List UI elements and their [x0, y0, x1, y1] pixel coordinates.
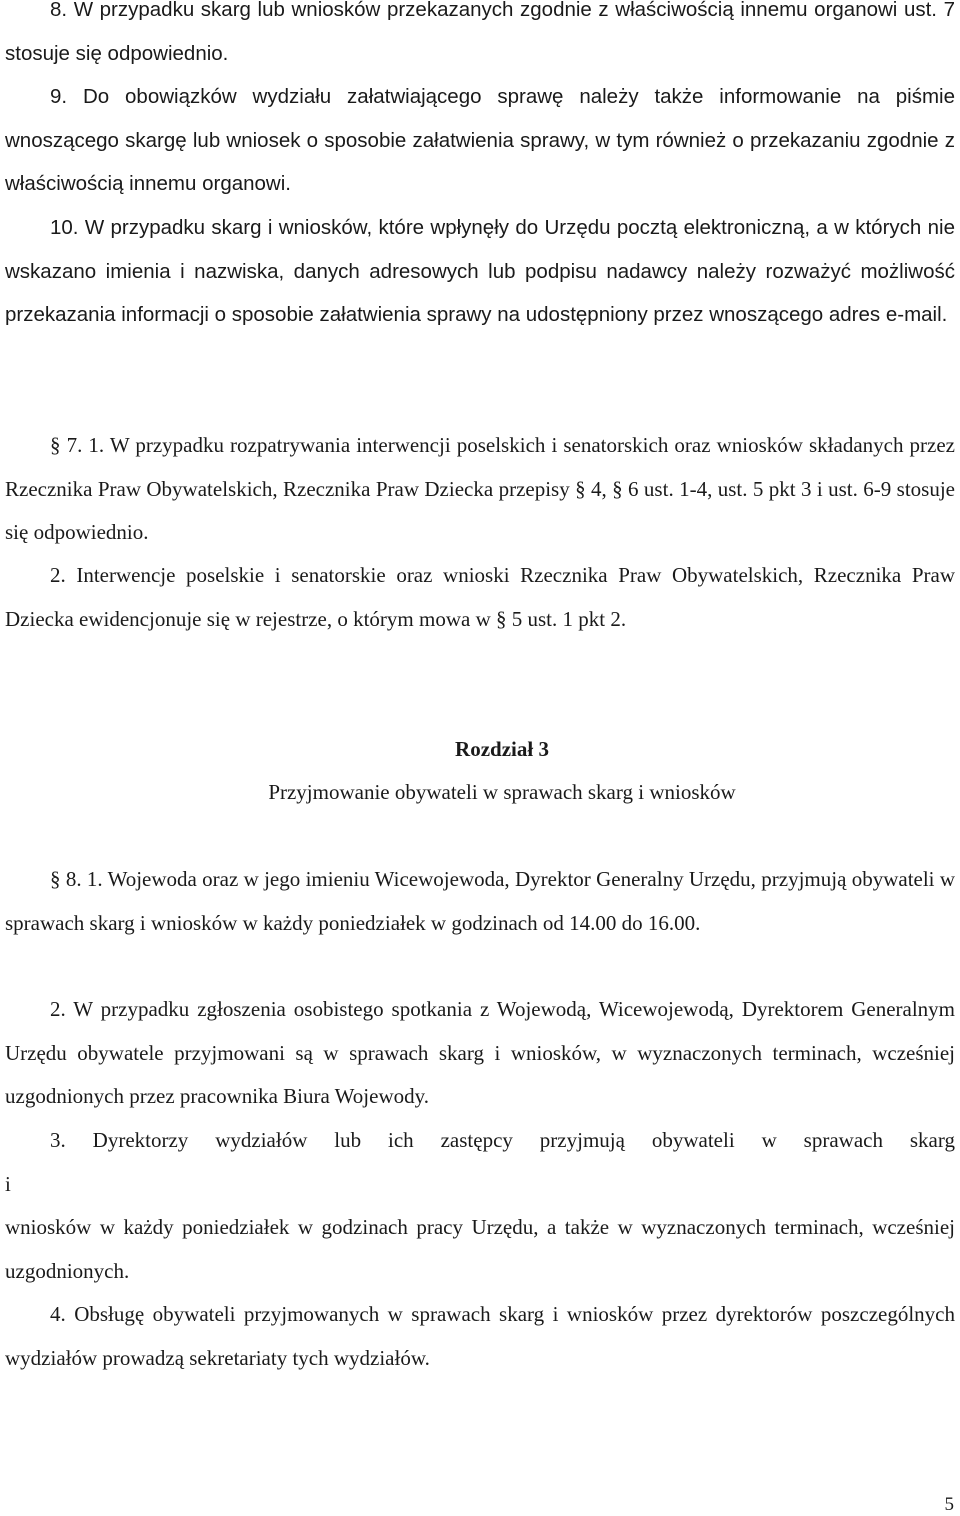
paragraph-8: 8. W przypadku skarg lub wniosków przekazanych zgodnie z właściwością innemu organowi ust. 7 stosuje się odpowiednio.	[5, 0, 955, 65]
paragraph-10: 10. W przypadku skarg i wniosków, które wpłynęły do Urzędu pocztą elektroniczną, a w których nie wskazano imienia i nazwiska, danych adresowych lub podpisu nadawcy należy rozważyć możliwość przekazania informacji o sposobie załatwienia sprawy na udostępniony przez wnoszącego adres e-mail.	[5, 216, 955, 326]
section-8-paragraph-1: § 8. 1. Wojewoda oraz w jego imieniu Wicewojewoda, Dyrektor Generalny Urzędu, przyjmują obywateli w sprawach skarg i wniosków w każdy poniedziałek w godzinach od 14.00 do 16.00.	[5, 867, 955, 935]
paragraph-9: 9. Do obowiązków wydziału załatwiającego sprawę należy także informowanie na piśmie wnoszącego skargę lub wniosek o sposobie załatwienia sprawy, w tym również o przekazaniu zgodnie z właściwością innemu organowi.	[5, 85, 955, 195]
section-8-paragraph-3-line-1: 3. Dyrektorzy wydziałów lub ich zastępcy przyjmują obywateli w sprawach skarg	[50, 1128, 955, 1152]
section-8-paragraph-4: 4. Obsługę obywateli przyjmowanych w sprawach skarg i wniosków przez dyrektorów poszczególnych wydziałów prowadzą sekretariaty tych wydziałów.	[5, 1302, 955, 1370]
section-8-paragraph-3-line-2: i	[5, 1172, 11, 1196]
page-number: 5	[944, 1494, 954, 1515]
section-8-paragraph-3-line-3: wniosków w każdy poniedziałek w godzinach pracy Urzędu, a także w wyznaczonych terminach, wcześniej uzgodnionych.	[5, 1215, 955, 1283]
section-7-paragraph-2: 2. Interwencje poselskie i senatorskie oraz wnioski Rzecznika Praw Obywatelskich, Rzecznika Praw Dziecka ewidencjonuje się w rejestrze, o którym mowa w § 5 ust. 1 pkt 2.	[5, 563, 955, 631]
section-8-paragraph-2: 2. W przypadku zgłoszenia osobistego spotkania z Wojewodą, Wicewojewodą, Dyrektorem Generalnym Urzędu obywatele przyjmowani są w sprawach skarg i wniosków, w wyznaczonych terminach, wcześniej uzgodnionych przez pracownika Biura Wojewody.	[5, 997, 955, 1108]
chapter-title: Rozdział 3	[455, 737, 549, 761]
section-7-paragraph-1: § 7. 1. W przypadku rozpatrywania interwencji poselskich i senatorskich oraz wniosków składanych przez Rzecznika Praw Obywatelskich, Rzecznika Praw Dziecka przepisy § 4, § 6 ust. 1-4, ust. 5 pkt 3 i ust. 6-9 stosuje się odpowiednio.	[5, 433, 955, 544]
chapter-subtitle: Przyjmowanie obywateli w sprawach skarg i wniosków	[268, 780, 736, 804]
